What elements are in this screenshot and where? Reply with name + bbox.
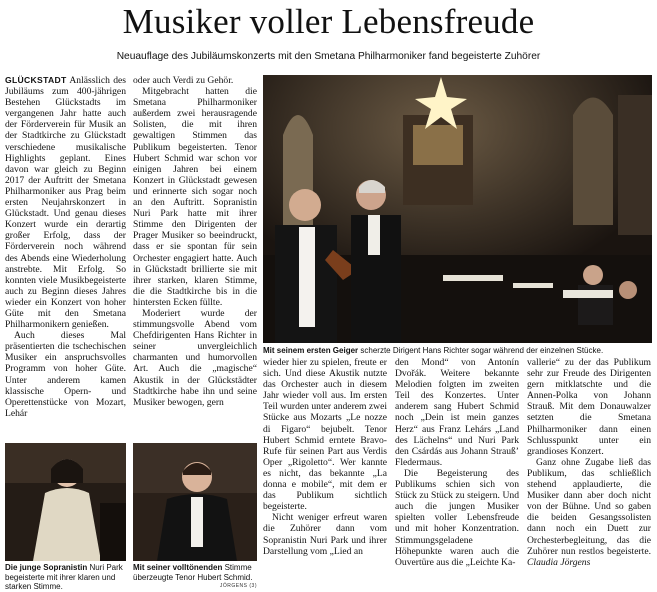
tenor-photo-image bbox=[133, 443, 257, 561]
paragraph bbox=[5, 75, 126, 330]
paragraph-text: Anlässlich des Jubiläums zum 400-jährigen Bestehen Glückstadts im vergangenen Jahr hatte auch der Förderverein für Musik an der Stadtkirche zu Glückstadt verschiedene musikalische Highlights geplant. Eines davon war gleich zu Beginn 2017 der Auftritt der Smetana Philharmoniker aus Prag beim ersten Neujahrskonzert in Glückstadt. Und genau dieses Konzert wurde ein derartig großer Erfolg, dass der Förderverein noch während des Abends eine Wiederholung anstrebte. Mit Erfolg. So konnten viele Musikbegeisterte auch zu Beginn dieses Jahres wieder ein Konzert von hoher Güte mit den Smetana Philharmonikern genießen. bbox=[5, 75, 126, 331]
caption-lead: Die junge Sopranistin bbox=[5, 563, 88, 572]
caption-lead: Mit seiner volltönenden bbox=[133, 563, 223, 572]
headline: Musiker voller Lebensfreude bbox=[122, 2, 535, 41]
photo-conductor-violinist bbox=[263, 75, 652, 343]
paragraph: Nicht weniger erfreut waren die Zuhörer dann vom Sopranistin Nuri Park und ihrer Darstellung vom „Lied an bbox=[263, 512, 387, 557]
caption-text: Nuri Park begeisterte mit ihrer klaren und starken Stimme. bbox=[5, 563, 123, 591]
caption-text: scherzte Dirigent Hans Richter sogar während der einzelnen Stücke. bbox=[358, 346, 604, 355]
soprano-photo-image bbox=[5, 443, 126, 561]
caption-lead: Mit seinem ersten Geiger bbox=[263, 346, 359, 355]
paragraph: den Mond“ von Antonín Dvořák. Weitere bekannte Melodien folgten im zweiten Teil des Konzertes. Unter anderem sang Hubert Schmid noch „Dein ist mein ganzes Herz“ aus Franz Lehárs „Land des Lächelns“ und Nuri Park den Csárdás aus Johann Strauß’ Fledermaus. bbox=[395, 357, 519, 468]
article-column-4 bbox=[395, 357, 519, 568]
author-byline: Claudia Jörgens bbox=[527, 556, 591, 568]
paragraph: Mitgebracht hatten die Smetana Philharmoniker außerdem zwei herausragende Solisten, die mit ihren gewaltigen Stimmen das Publikum begeisterten. Tenor Hubert Schmid war schon vor einigen Jahren bei einem Konzert in Glückstadt gewesen und erinnerte sich sogar noch an den Auftritt. Sopranistin Nuri Park hatte mit ihrer Stimme den Dirigenten der Prager Musiker so beeindruckt, dass er sie spontan für sein Orchester engagiert hatte. Auch in Glückstadt brillierte sie mit ihrer starken, klaren Stimme, die die Stadtkirche bis in die hintersten Ecken füllte. bbox=[133, 86, 257, 308]
main-photo-caption bbox=[263, 346, 652, 356]
paragraph bbox=[527, 457, 651, 568]
soprano-photo-caption bbox=[5, 563, 126, 592]
paragraph: oder auch Verdi zu Gehör. bbox=[133, 75, 234, 86]
article-column-3 bbox=[263, 357, 387, 557]
paragraph-text: Ganz ohne Zugabe ließ das Publikum, das schließlich stehend applaudierte, die Musiker dann aber doch nicht von der Bühne. Und so gaben die beiden Gesangssolisten dann noch ein Duett zur Orchesterbegleitung, das die Zuhörer nun restlos begeisterte. bbox=[527, 456, 651, 557]
paragraph: Moderiert wurde der stimmungsvolle Abend vom Chefdirigenten Hans Richter in seiner unvergleichlich charmanten und humorvollen Art. Auch die „magische“ Akustik in der Glückstädter Stadtkirche habe ihn und seine Musiker bewogen, gern bbox=[133, 307, 257, 408]
paragraph: vallerie“ zu der das Publikum sehr zur Freude des Dirigenten gern mitklatschte und die Annen-Polka von Johann Strauß. Mit dem Donauwalzer setzten die Smetana Philharmoniker dann einen Schlusspunkt unter ein grandioses Konzert. bbox=[527, 357, 651, 457]
photo-tenor bbox=[133, 443, 257, 561]
dateline: GLÜCKSTADT bbox=[5, 75, 67, 85]
paragraph: wieder hier zu spielen, freute er sich. Und diese Akustik nutzte das Orchester auch in diesem Jahr wieder voll aus. Im ersten Teil wurden unter anderem zwei Stücke aus Mozarts „Le nozze di Figaro“ bejubelt. Tenor Hubert Schmid erntete Bravo-Rufe für seinen Part aus Verdis Oper „Rigoletto“. Wer kannte es nicht, das bekannte „La donna e mobile“, mit dem er das Publikum sichtlich begeisterte. bbox=[263, 357, 387, 513]
tenor-photo-caption bbox=[133, 563, 257, 582]
photo-credit: JÖRGENS (3) bbox=[219, 583, 257, 589]
article-column-5 bbox=[527, 357, 651, 568]
caption-text: Stimme überzeugte Tenor Hubert Schmid. bbox=[133, 563, 253, 582]
paragraph: Die Begeisterung des Publikums schien sich von Stück zu Stück zu steigern. Und auch die jungen Musiker spielten voller Lebensfreude und mit hoher Konzentration. Stimmungsgeladene Höhepunkte waren auch die Ouvertüre aus die „Leichte Ka- bbox=[395, 467, 519, 568]
article-column-2 bbox=[133, 75, 257, 408]
photo-soprano bbox=[5, 443, 126, 561]
conductor-photo-image bbox=[263, 75, 652, 343]
paragraph: Auch dieses Mal präsentierten die tschechischen Musiker ein anspruchsvolles Programm von hoher Güte. Unter anderem kamen klassische Opern- und Operettenstücke von Mozart, Lehár bbox=[5, 330, 126, 419]
subheadline: Neuauflage des Jubiläumskonzerts mit den Smetana Philharmoniker fand begeisterte Zuhörer bbox=[116, 51, 541, 62]
article-column-1 bbox=[5, 75, 126, 419]
